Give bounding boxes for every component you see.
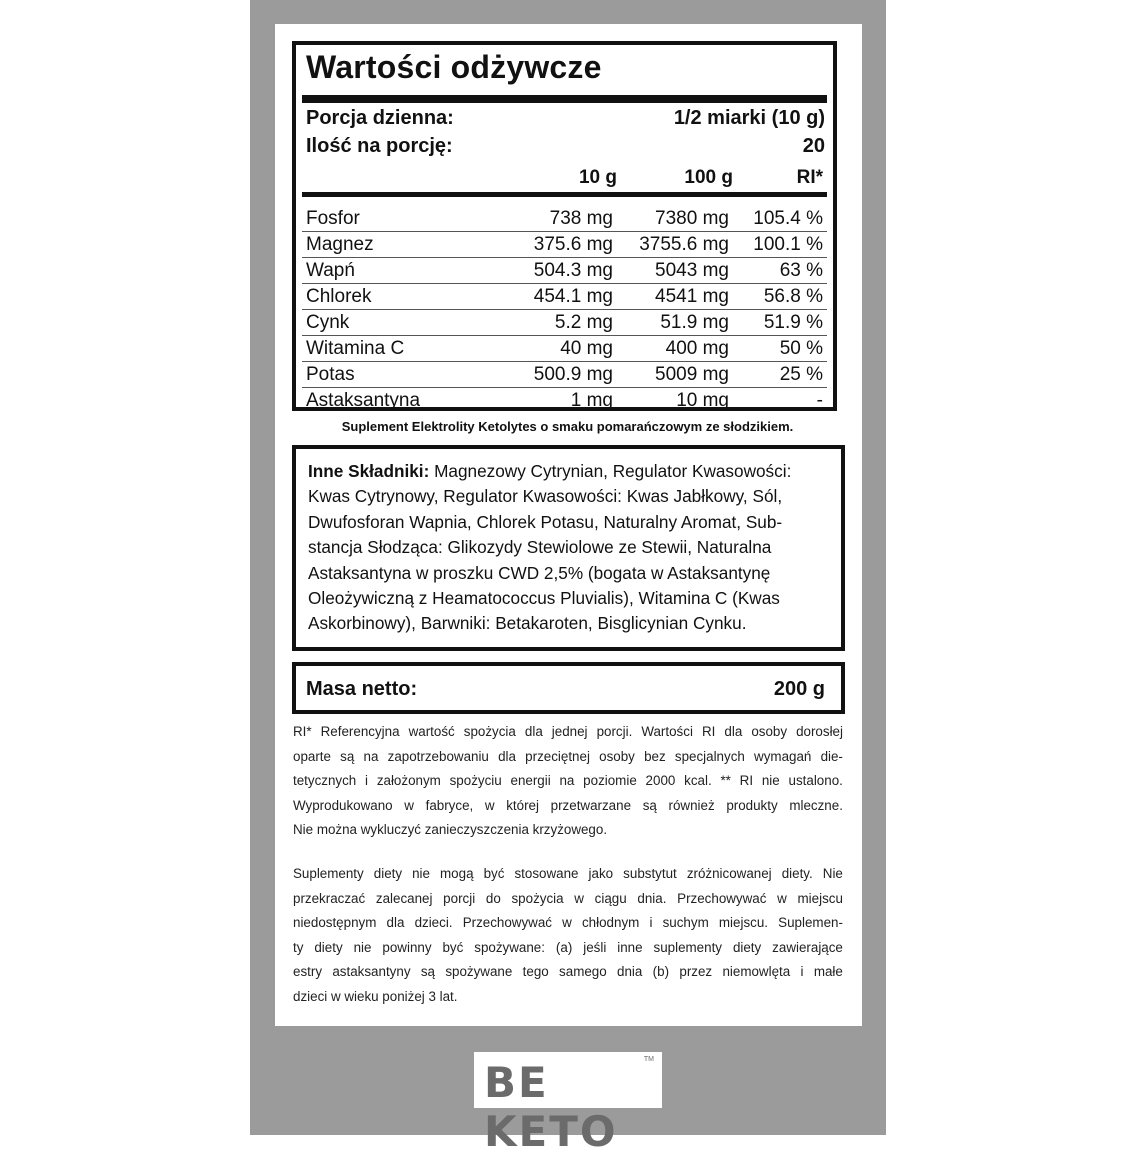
footnote-line: tetycznych i założonym spożyciu energii na poziomie 2000 kcal. ** RI nie ustalono. (293, 773, 843, 789)
ingredients-line: Astaksantyna w proszku CWD 2,5% (bogata w Astaksantynę (308, 562, 771, 583)
servings-label: Ilość na porcję: (306, 135, 453, 157)
ri-footnote (293, 720, 843, 843)
brand-logo-text: BE KETO (484, 1058, 618, 1156)
nutrient-name: Witamina C (306, 338, 405, 359)
nutrient-per-100g: 51.9 mg (660, 312, 729, 333)
nutrient-ri: 51.9 % (763, 312, 823, 333)
nutrient-per-100g: 4541 mg (655, 286, 729, 307)
nutrient-per-100g: 7380 mg (655, 208, 729, 229)
footnote-line: Suplementy diety nie mogą być stosowane jako substytut zróżnicowanej diety. Nie (293, 866, 843, 881)
ingredients-box (292, 445, 845, 651)
ingredients-line (308, 459, 829, 484)
ingredients-line: Askorbinowy), Barwniki: Betakaroten, Bisglicynian Cynku. (308, 613, 747, 634)
table-row (302, 206, 827, 232)
net-mass-label: Masa netto: (306, 678, 418, 700)
footnote-line: Wyprodukowano w fabryce, w której przetwarzane są również produkty mleczne. (293, 797, 843, 813)
nutrient-per-100g: 10 mg (676, 390, 729, 411)
nutrient-per-10g: 40 mg (560, 338, 613, 359)
table-row (302, 336, 827, 362)
ingredients-line: stancja Słodząca: Glikozydy Stewiolowe ze Stewii, Naturalna (308, 537, 772, 558)
footnote-line: przekraczać zalecanej porcji do spożycia w ciągu dnia. Przechowywać w miejscu (293, 890, 843, 906)
nutrient-ri: 100.1 % (753, 234, 823, 255)
net-mass-value: 200 g (773, 678, 825, 700)
nutrient-per-100g: 5043 mg (655, 260, 729, 281)
nutrient-per-10g: 5.2 mg (554, 312, 613, 333)
nutrient-ri: - (816, 390, 823, 411)
nutrient-ri: 63 % (779, 260, 823, 281)
portion-value: 1/2 miarki (10 g) (673, 107, 825, 129)
nutrient-ri: 105.4 % (753, 208, 823, 229)
ingredients-text: Magnezowy Cytrynian, Regulator Kwasowości: (429, 461, 792, 481)
footnote-line: estry astaksantyny są spożywane tego samego dnia (b) przez niemowlęta i małe (293, 964, 843, 980)
nutrient-name: Fosfor (306, 208, 360, 229)
footnote-line: oparte są na zapotrzebowaniu dla przeciętnej osoby bez specjalnych wymagań die- (293, 748, 843, 764)
nutrient-name: Cynk (306, 312, 350, 333)
nutrition-table (292, 41, 837, 411)
label-panel (275, 24, 862, 1026)
ingredients-line: Kwas Cytrynowy, Regulator Kwasowości: Kwas Jabłkowy, Sól, (308, 486, 783, 507)
column-header-100g: 100 g (684, 167, 733, 188)
nutrient-per-100g: 400 mg (665, 338, 729, 359)
nutrient-name: Potas (306, 364, 355, 385)
ingredients-label: Inne Składniki: (308, 461, 430, 481)
net-mass-box (292, 662, 845, 714)
column-header-ri: RI* (796, 167, 823, 188)
product-description: Suplement Elektrolity Ketolytes o smaku pomarańczowym ze słodzikiem. (341, 419, 794, 434)
table-row (302, 232, 827, 258)
footnote-line: niedostępnym dla dzieci. Przechowywać w chłodnym i suchym miejscu. Suplemen- (293, 915, 843, 931)
warnings-footnote (293, 862, 843, 1010)
footnote-line: Nie można wykluczyć zanieczyszczenia krzyżowego. (293, 822, 608, 838)
nutrient-per-10g: 454.1 mg (533, 286, 613, 307)
footnote-line: RI* Referencyjna wartość spożycia dla jednej porcji. Wartości RI dla osoby dorosłej (293, 724, 843, 739)
nutrient-ri: 25 % (779, 364, 823, 385)
column-header-10g: 10 g (578, 167, 617, 188)
nutrition-title: Wartości odżywcze (306, 49, 602, 85)
table-row (302, 388, 827, 413)
brand-logo (474, 1052, 662, 1156)
nutrient-per-10g: 1 mg (570, 390, 613, 411)
footnote-line: ty diety nie powinny być spożywane: (a) jeśli inne suplementy diety zawierające (293, 939, 843, 955)
nutrient-per-10g: 500.9 mg (533, 364, 613, 385)
ingredients-line: Dwufosforan Wapnia, Chlorek Potasu, Naturalny Aromat, Sub- (308, 511, 783, 532)
table-row (302, 362, 827, 388)
table-row (302, 258, 827, 284)
footnote-line: dzieci w wieku poniżej 3 lat. (293, 988, 458, 1004)
nutrient-name: Astaksantyna (306, 390, 421, 411)
nutrient-ri: 56.8 % (763, 286, 823, 307)
table-row (302, 310, 827, 336)
nutrient-name: Wapń (306, 260, 355, 281)
nutrient-rows (302, 206, 827, 413)
thick-divider (302, 95, 827, 103)
nutrient-per-10g: 504.3 mg (533, 260, 613, 281)
servings-value: 20 (802, 135, 825, 157)
nutrient-ri: 50 % (779, 338, 823, 359)
nutrient-name: Magnez (306, 234, 374, 255)
nutrient-per-10g: 738 mg (549, 208, 613, 229)
nutrient-name: Chlorek (306, 286, 372, 307)
trademark-mark: TM (643, 1056, 654, 1063)
nutrient-per-100g: 3755.6 mg (639, 234, 729, 255)
ingredients-line: Oleożywiczną z Heamatococcus Pluvialis), Witamina C (Kwas (308, 588, 780, 609)
portion-label: Porcja dzienna: (306, 107, 454, 129)
nutrient-per-100g: 5009 mg (655, 364, 729, 385)
thick-divider (302, 192, 827, 197)
table-row (302, 284, 827, 310)
nutrient-per-10g: 375.6 mg (533, 234, 613, 255)
